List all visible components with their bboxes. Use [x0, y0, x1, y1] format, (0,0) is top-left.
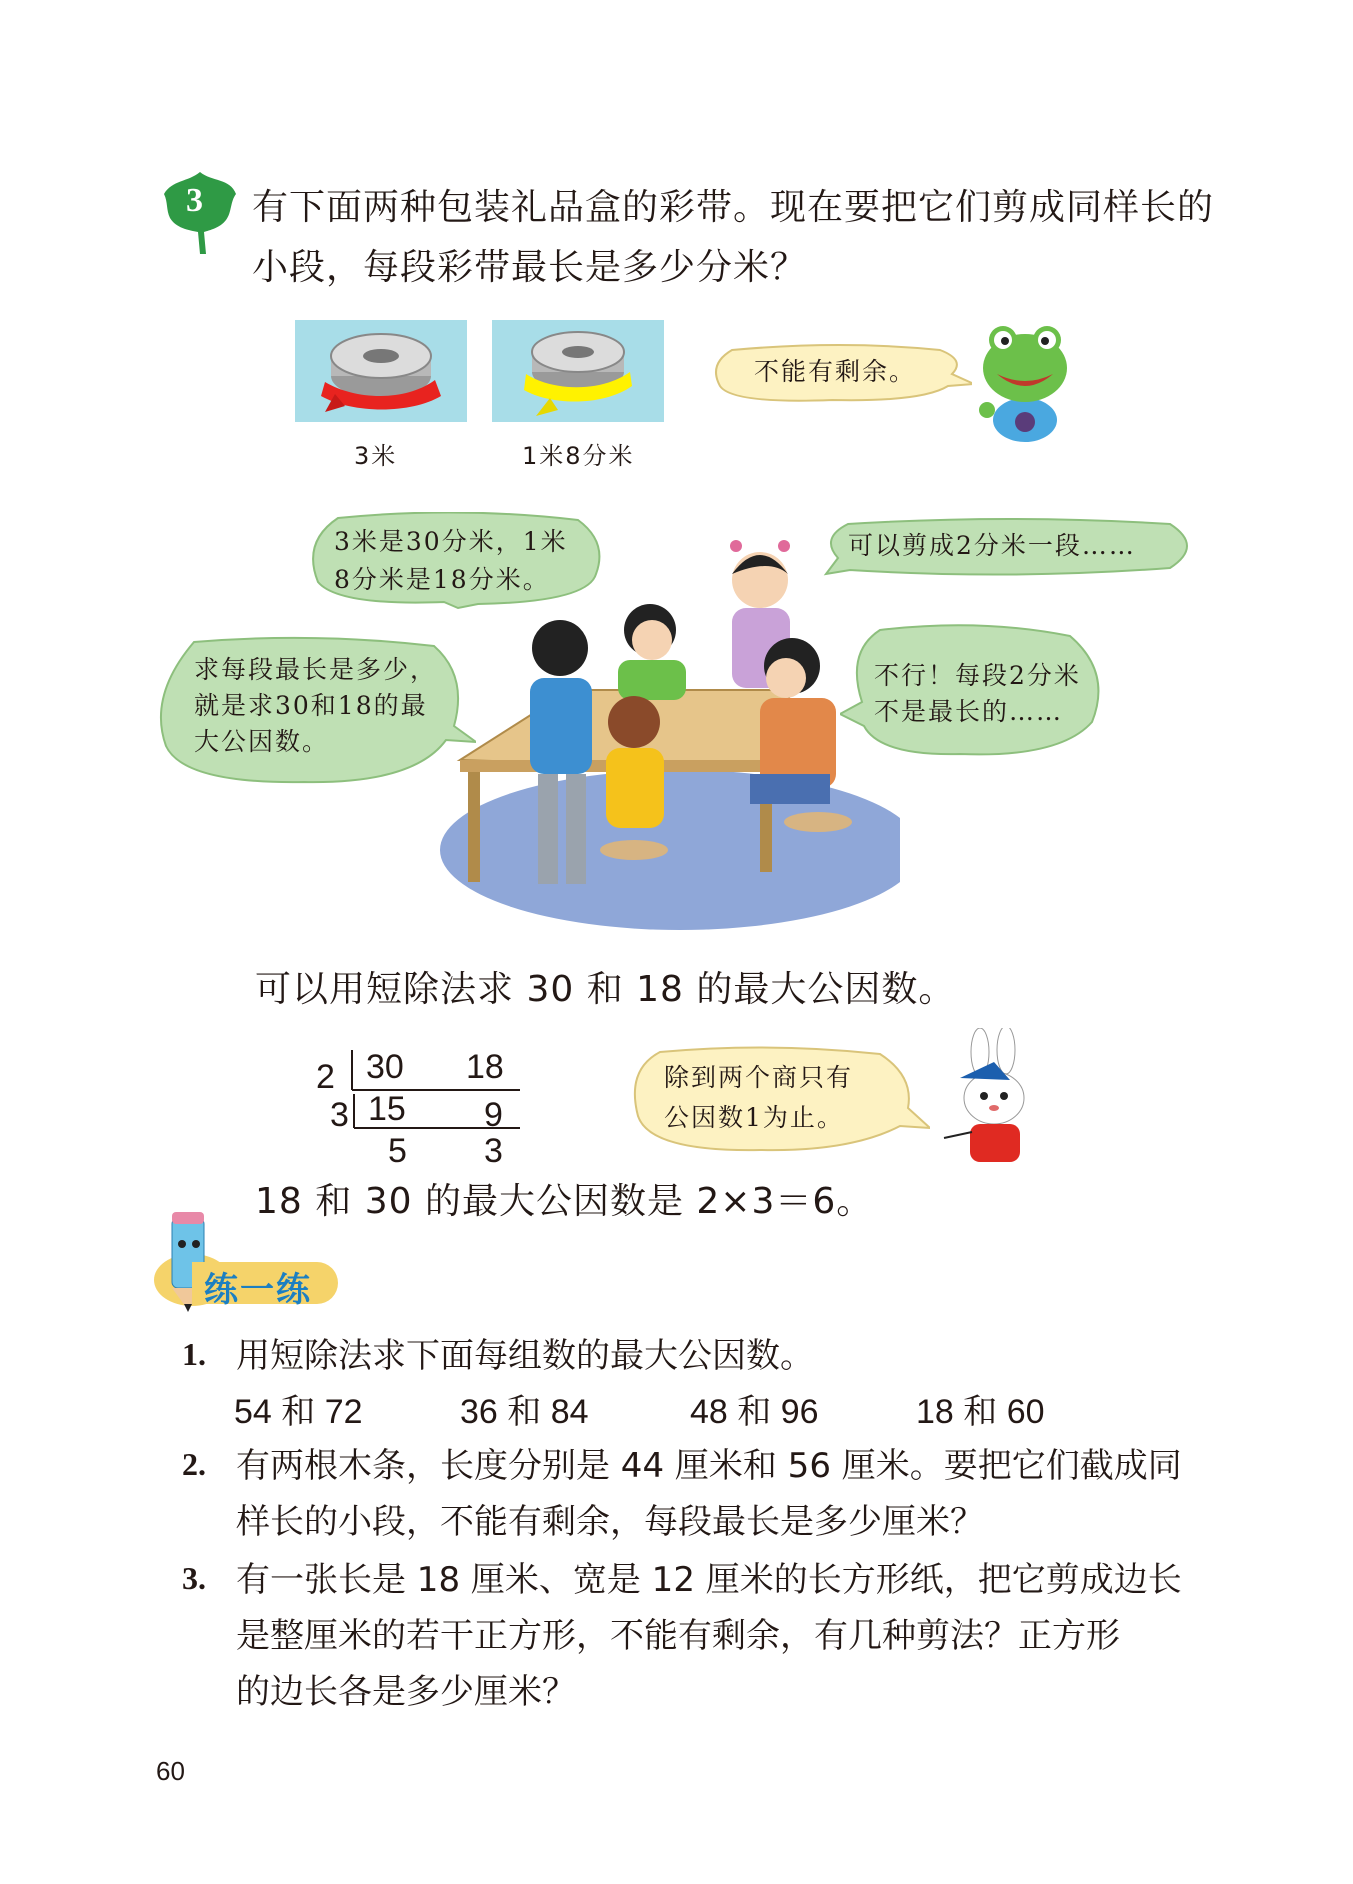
row2-b: 9	[484, 1096, 503, 1134]
rabbit-icon	[940, 1028, 1040, 1168]
exercise-3-line-2: 是整厘米的若干正方形，不能有剩余，有几种剪法？正方形	[236, 1616, 1120, 1656]
exercise-1-pair-1: 54 和 72	[234, 1393, 363, 1431]
bubble-mid-left-line-1: 求每段最长是多少，	[194, 655, 438, 684]
children-table-illustration	[420, 530, 900, 930]
bubble-mid-left-line-3: 大公因数。	[194, 727, 330, 756]
exercise-2-line-1: 有两根木条，长度分别是 44 厘米和 56 厘米。要把它们截成同	[236, 1446, 1182, 1486]
example-line-2: 小段，每段彩带最长是多少分米？	[252, 247, 808, 288]
rabbit-bubble-line-1: 除到两个商只有	[664, 1063, 854, 1092]
exercise-1-text: 用短除法求下面每组数的最大公因数。	[236, 1336, 814, 1376]
exercise-3-line-1: 有一张长是 18 厘米、宽是 12 厘米的长方形纸，把它剪成边长	[236, 1560, 1182, 1600]
rabbit-bubble-line-2: 公因数1为止。	[664, 1103, 844, 1132]
ribbon-yellow-card	[492, 320, 664, 422]
rabbit-mascot	[940, 1028, 1040, 1168]
red-ribbon-spool-icon	[295, 320, 467, 422]
bubble-mid-right-line-2: 不是最长的……	[874, 697, 1064, 726]
ribbon-caption-yellow: 1米8分米	[522, 442, 635, 470]
frog-icon	[975, 318, 1075, 443]
frog-bubble-text: 不能有剩余。	[754, 357, 917, 386]
divisor-1: 2	[316, 1058, 335, 1096]
method-text: 可以用短除法求 30 和 18 的最大公因数。	[255, 969, 956, 1010]
divisor-2: 3	[330, 1096, 349, 1134]
exercise-3-line-3: 的边长各是多少厘米？	[236, 1672, 576, 1712]
exercise-2-line-2: 样长的小段，不能有剩余，每段最长是多少厘米？	[236, 1502, 984, 1542]
exercise-1-number: 1.	[182, 1336, 206, 1372]
example-number: 3	[186, 182, 203, 219]
exercise-1-pair-4: 18 和 60	[916, 1393, 1045, 1431]
frog-mascot	[975, 318, 1075, 443]
practice-header	[148, 1206, 338, 1316]
ribbon-caption-red: 3米	[354, 442, 398, 470]
bubble-top-left-line-2: 8分米是18分米。	[334, 565, 550, 594]
bubble-mid-right-line-1: 不行！每段2分米	[874, 661, 1081, 690]
exercise-1-pair-2: 36 和 84	[460, 1393, 589, 1431]
page-number: 60	[156, 1756, 185, 1786]
frog-speech-bubble	[712, 344, 972, 404]
row1-b: 18	[466, 1048, 504, 1086]
exercise-2-number: 2.	[182, 1446, 206, 1482]
short-division	[300, 1046, 540, 1176]
bubble-mid-left-line-2: 就是求30和18的最	[194, 691, 428, 720]
exercise-1-pair-3: 48 和 96	[690, 1393, 819, 1431]
children-discussing-icon	[420, 530, 900, 930]
bubble-top-right-text: 可以剪成2分米一段……	[848, 531, 1136, 560]
example-badge	[160, 168, 240, 258]
row3-a: 5	[388, 1132, 407, 1170]
result-text: 18 和 30 的最大公因数是 2×3＝6。	[255, 1181, 874, 1222]
row2-a: 15	[368, 1090, 406, 1128]
yellow-ribbon-spool-icon	[492, 320, 664, 422]
practice-title: 练一练	[204, 1270, 312, 1310]
exercise-3-number: 3.	[182, 1560, 206, 1596]
bubble-top-left-line-1: 3米是30分米，1米	[334, 527, 568, 556]
row3-b: 3	[484, 1132, 503, 1170]
row1-a: 30	[366, 1048, 404, 1086]
example-line-1: 有下面两种包装礼品盒的彩带。现在要把它们剪成同样长的	[252, 187, 1215, 228]
ribbon-red-card	[295, 320, 467, 422]
rabbit-speech-bubble	[630, 1046, 930, 1154]
